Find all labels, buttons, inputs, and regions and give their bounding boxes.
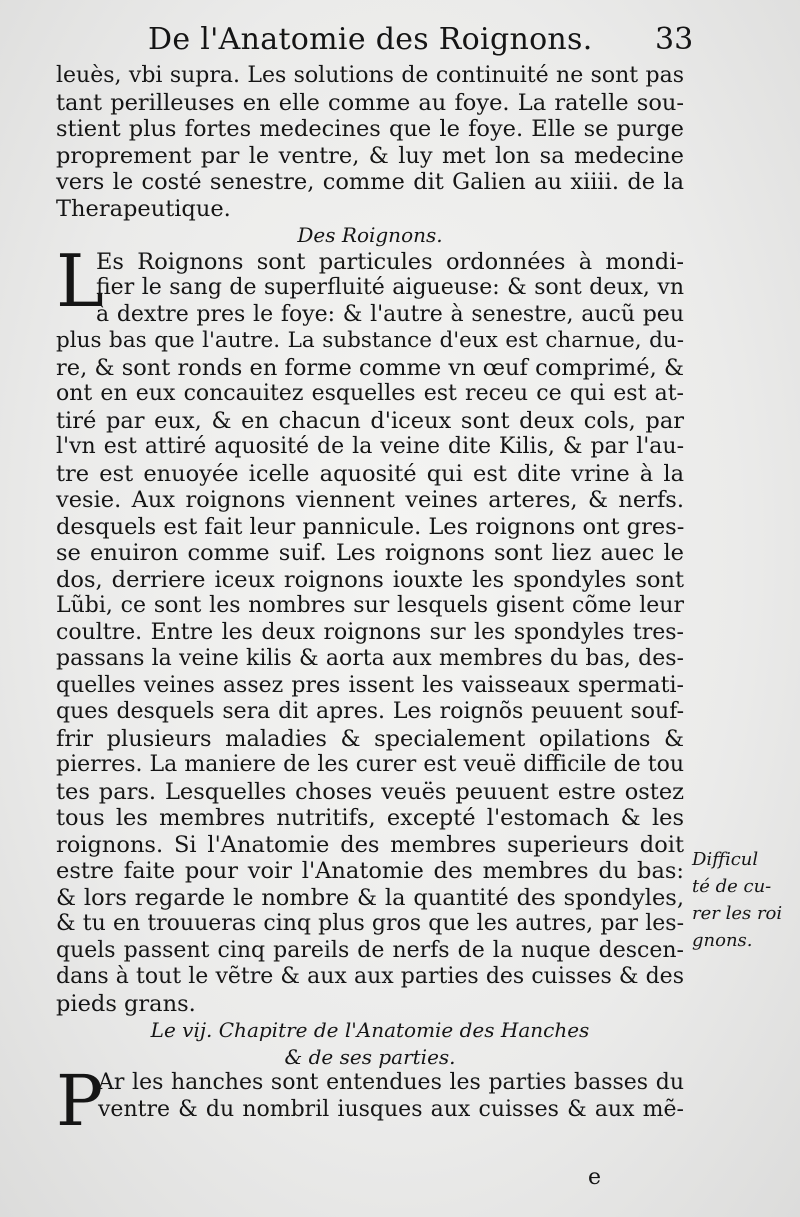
text-line: frir plusieurs maladies & specialement opilations & [56, 725, 684, 752]
text-line: tant perilleuses en elle comme au foye. La ratelle sou- [56, 89, 684, 116]
text-line: ques desquels sera dit apres. Les roignõs peuuent souf- [56, 699, 684, 724]
signature-mark: e [588, 1165, 602, 1190]
margin-note-line: té de cu- [692, 876, 772, 897]
text-line: & lors regarde le nombre & la quantité des spondyles, [56, 884, 684, 911]
margin-note [692, 846, 796, 954]
paragraph-hanches [56, 1060, 684, 1142]
text-line: se enuiron comme suif. Les roignons sont liez auec le [56, 540, 684, 566]
text-line: pierres. La maniere de les curer est veuë difficile de tou [56, 752, 684, 777]
text-line: Es Roignons sont particules ordonnées à mondi- [96, 248, 684, 275]
text-line: estre faite pour voir l'Anatomie des membres du bas: [56, 858, 684, 884]
drop-cap: L [56, 238, 104, 323]
text-line: dans à tout le vẽtre & aux aux parties des cuisses & des [56, 964, 684, 989]
text-line: tiré par eux, & en chacun d'iceux sont deux cols, par [56, 407, 684, 434]
text-line: desquels est fait leur pannicule. Les roignons ont gres- [56, 513, 685, 540]
paragraph-ratelle [56, 63, 684, 222]
page-number: 33 [655, 22, 694, 57]
margin-note-line: Difficul [692, 849, 759, 870]
text-line: à dextre pres le foye: & l'autre à senestre, aucũ peu [96, 301, 684, 327]
text-line: proprement par le ventre, & luy met lon sa medecine [56, 142, 684, 169]
text-block [56, 63, 685, 1142]
text-line: roignons. Si l'Anatomie des membres superieurs doit [56, 831, 684, 858]
chapter-heading [56, 1017, 684, 1070]
text-line: ont en eux concauitez esquelles est receu ce qui est at- [56, 381, 684, 406]
text-line: coultre. Entre les deux roignons sur les spondyles tres- [56, 619, 684, 645]
text-line: stient plus fortes medecines que le foye. Elle se purge [56, 116, 684, 142]
margin-note-line: gnons. [692, 930, 753, 951]
text-line: tous les membres nutritifs, excepté l'estomach & les [56, 805, 684, 831]
text-line: dos, derriere iceux roignons iouxte les spondyles sont [56, 566, 684, 593]
text-line: plus bas que l'autre. La substance d'eux est charnue, du- [56, 328, 684, 353]
text-line: vers le costé senestre, comme dit Galien au xiiii. de la [56, 169, 684, 195]
text-line: Ar les hanches sont entendues les parties basses du [98, 1070, 684, 1095]
section-heading: Des Roignons. [297, 223, 443, 247]
text-line: quels passent cinq pareils de nerfs de la nuque descen- [56, 937, 684, 963]
margin-note-line: rer les roi [692, 903, 783, 924]
chapter-heading-line: & de ses parties. [284, 1044, 456, 1069]
text-line: tes pars. Lesquelles choses veuës peuuent estre ostez [56, 778, 684, 805]
chapter-heading-line: Le vij. Chapitre de l'Anatomie des Hanches [150, 1018, 590, 1042]
drop-cap: P [56, 1060, 104, 1142]
text-line: & tu en trouueras cinq plus gros que les autres, par les- [56, 911, 684, 936]
text-line: ventre & du nombril iusques aux cuisses & aux mẽ- [98, 1096, 684, 1122]
paragraph-roignons [56, 238, 685, 1018]
running-title: De l'Anatomie des Roignons. [148, 22, 593, 57]
text-line: pieds grans. [56, 990, 196, 1017]
text-line: leuès, vbi supra. Les solutions de continuité ne sont pas [56, 63, 684, 88]
text-line: vesie. Aux roignons viennent veines arteres, & nerfs. [56, 487, 684, 513]
text-line: fier le sang de superfluité aigueuse: & sont deux, vn [96, 275, 684, 300]
text-line: tre est enuoyée icelle aquosité qui est dite vrine à la [56, 460, 684, 487]
text-line: l'vn est attiré aquosité de la veine dite Kilis, & par l'au- [56, 434, 684, 459]
text-line: quelles veines assez pres issent les vaisseaux spermati- [56, 672, 684, 698]
text-line: Lũbi, ce sont les nombres sur lesquels gisent cõme leur [56, 593, 684, 618]
text-line: passans la veine kilis & aorta aux membres du bas, des- [56, 646, 684, 671]
text-line: Therapeutique. [56, 195, 231, 222]
page-header [0, 22, 800, 62]
text-line: re, & sont ronds en forme comme vn œuf comprimé, & [56, 354, 684, 381]
